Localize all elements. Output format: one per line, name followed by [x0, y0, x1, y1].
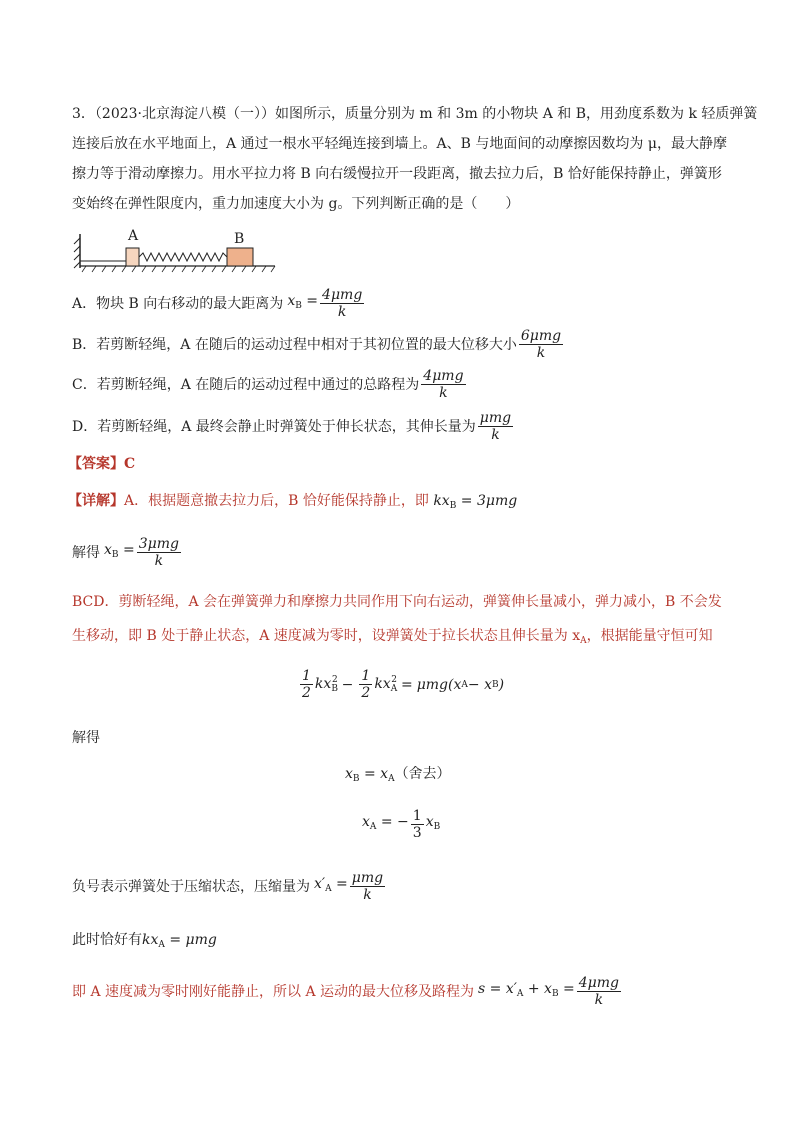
detail-intro: A．根据题意撤去拉力后，B 恰好能保持静止，即: [124, 493, 429, 509]
answer-value: C: [124, 456, 136, 472]
option-d-fraction: [478, 410, 513, 443]
option-a-text: A．物块 B 向右移动的最大距离为: [72, 295, 284, 312]
detail-intro-line: [68, 491, 517, 516]
option-c-text: C．若剪断轻绳，A 在随后的运动过程中通过的总路程为: [72, 376, 420, 393]
spring-block-figure: [70, 228, 285, 274]
option-a-lhs: x: [287, 293, 296, 309]
option-b: [72, 328, 565, 361]
question-line-1: 3．（2023·北京海淀八模（一））如图所示，质量分别为 m 和 3m 的小物块 A 和 B，用劲度系数为 k 轻质弹簧: [72, 106, 758, 122]
now-line: 此时恰好有$kx_A = \mu mg$: [72, 932, 217, 950]
option-a-lhs-sub: B: [295, 301, 302, 311]
option-a-den: k: [337, 304, 347, 320]
solve-label: 解得: [72, 544, 100, 561]
option-b-den: k: [536, 345, 546, 361]
option-c-num: 4μmg: [423, 368, 464, 384]
option-c-den: k: [439, 385, 448, 401]
option-d-text: D．若剪断轻绳，A 最终会静止时弹簧处于伸长状态，其伸长量为: [72, 418, 476, 435]
solve-fraction: [137, 536, 181, 569]
energy-eq-rhs: μmg(x: [416, 676, 462, 693]
solve-xb-line: 解得 $x_B$ = $\frac{\text{3μmg}}{k}$: [72, 536, 179, 569]
detail-intro-eq: kx: [433, 493, 450, 509]
solve-lhs: x: [104, 542, 112, 558]
option-c-fraction: [421, 368, 465, 401]
final-line: 即 A 速度减为零时刚好能静止，所以 A 运动的最大位移及路程为 $s = x'_A + x_B$ = $\frac{\text{4μmg}}{k}$: [72, 975, 620, 1008]
bcd-line-2: [72, 626, 713, 651]
option-d-den: k: [491, 427, 500, 443]
solve-den: k: [154, 553, 164, 569]
eq-xb-xa: $x_B = x_A$（舍去）: [345, 766, 451, 784]
option-d-num: μmg: [479, 410, 512, 426]
option-a-num: 4μmg: [322, 287, 363, 303]
block-b-label: B: [234, 231, 245, 247]
option-b-text: B．若剪断轻绳，A 在随后的运动过程中相对于其初位置的最大位移大小: [72, 336, 517, 353]
now-label: 此时恰好有: [72, 932, 142, 948]
detail-intro-rhs: = 3μmg: [456, 493, 518, 509]
question-line-4: 变始终在弹性限度内，重力加速度大小为 g。下列判断正确的是（ ）: [72, 196, 520, 212]
neg-note-line: 负号表示弹簧处于压缩状态，压缩量为 $x'_A$ = $\frac{\text{μmg}}{k}$: [72, 870, 384, 903]
question-line-2: 连接后放在水平地面上，A 通过一根水平轻绳连接到墙上。A、B 与地面间的动摩擦因数均为 μ，最大静摩: [72, 136, 727, 152]
option-a: A．物块 B 向右移动的最大距离为 $x_B$ = $\frac{\text{4μmg}}{k}$: [72, 287, 363, 320]
discard-note: （舍去）: [394, 766, 451, 782]
option-d: [72, 410, 515, 443]
energy-equation: $\frac{1}{2}$ $kx_B^2$ − $\frac{1}{2}$ $kx_A^2$ = μmg(x A − x B ): [302, 668, 505, 701]
neg-note: 负号表示弹簧处于压缩状态，压缩量为: [72, 878, 310, 895]
solve-num: 3μmg: [138, 536, 179, 552]
solve2-label: 解得: [72, 730, 100, 746]
detail-tag: 【详解】: [68, 493, 124, 509]
eq-xa-neg-third: $x_A$ = − $\frac{1}{3}$ $x_B$: [362, 808, 441, 841]
block-a-label: A: [128, 228, 139, 244]
bcd-line-1: BCD．剪断轻绳，A 会在弹簧弹力和摩擦力共同作用下向右运动，弹簧伸长量减小，弹力减小，B 不会发: [72, 594, 722, 610]
answer-tag: 【答案】: [68, 456, 124, 472]
option-c: [72, 368, 468, 401]
detail-intro-sub: B: [449, 501, 457, 511]
option-a-fraction: [320, 287, 364, 320]
bcd-line-2-tail: ，根据能量守恒可知: [586, 628, 713, 644]
bcd-line-2-text: 生移动，即 B 处于静止状态，A 速度减为零时，设弹簧处于拉长状态且伸长量为 x: [72, 628, 581, 644]
question-line-3: 擦力等于滑动摩擦力。用水平拉力将 B 向右缓慢拉开一段距离，撤去拉力后，B 恰好能保持静止，弹簧形: [72, 166, 722, 182]
solve-sub: B: [111, 550, 119, 560]
answer-line: [68, 454, 135, 474]
final-text: 即 A 速度减为零时刚好能静止，所以 A 运动的最大位移及路程为: [72, 983, 475, 1000]
option-b-fraction: [519, 328, 563, 361]
bcd-line-2-sub: A: [580, 636, 587, 646]
option-b-num: 6μmg: [520, 328, 562, 344]
